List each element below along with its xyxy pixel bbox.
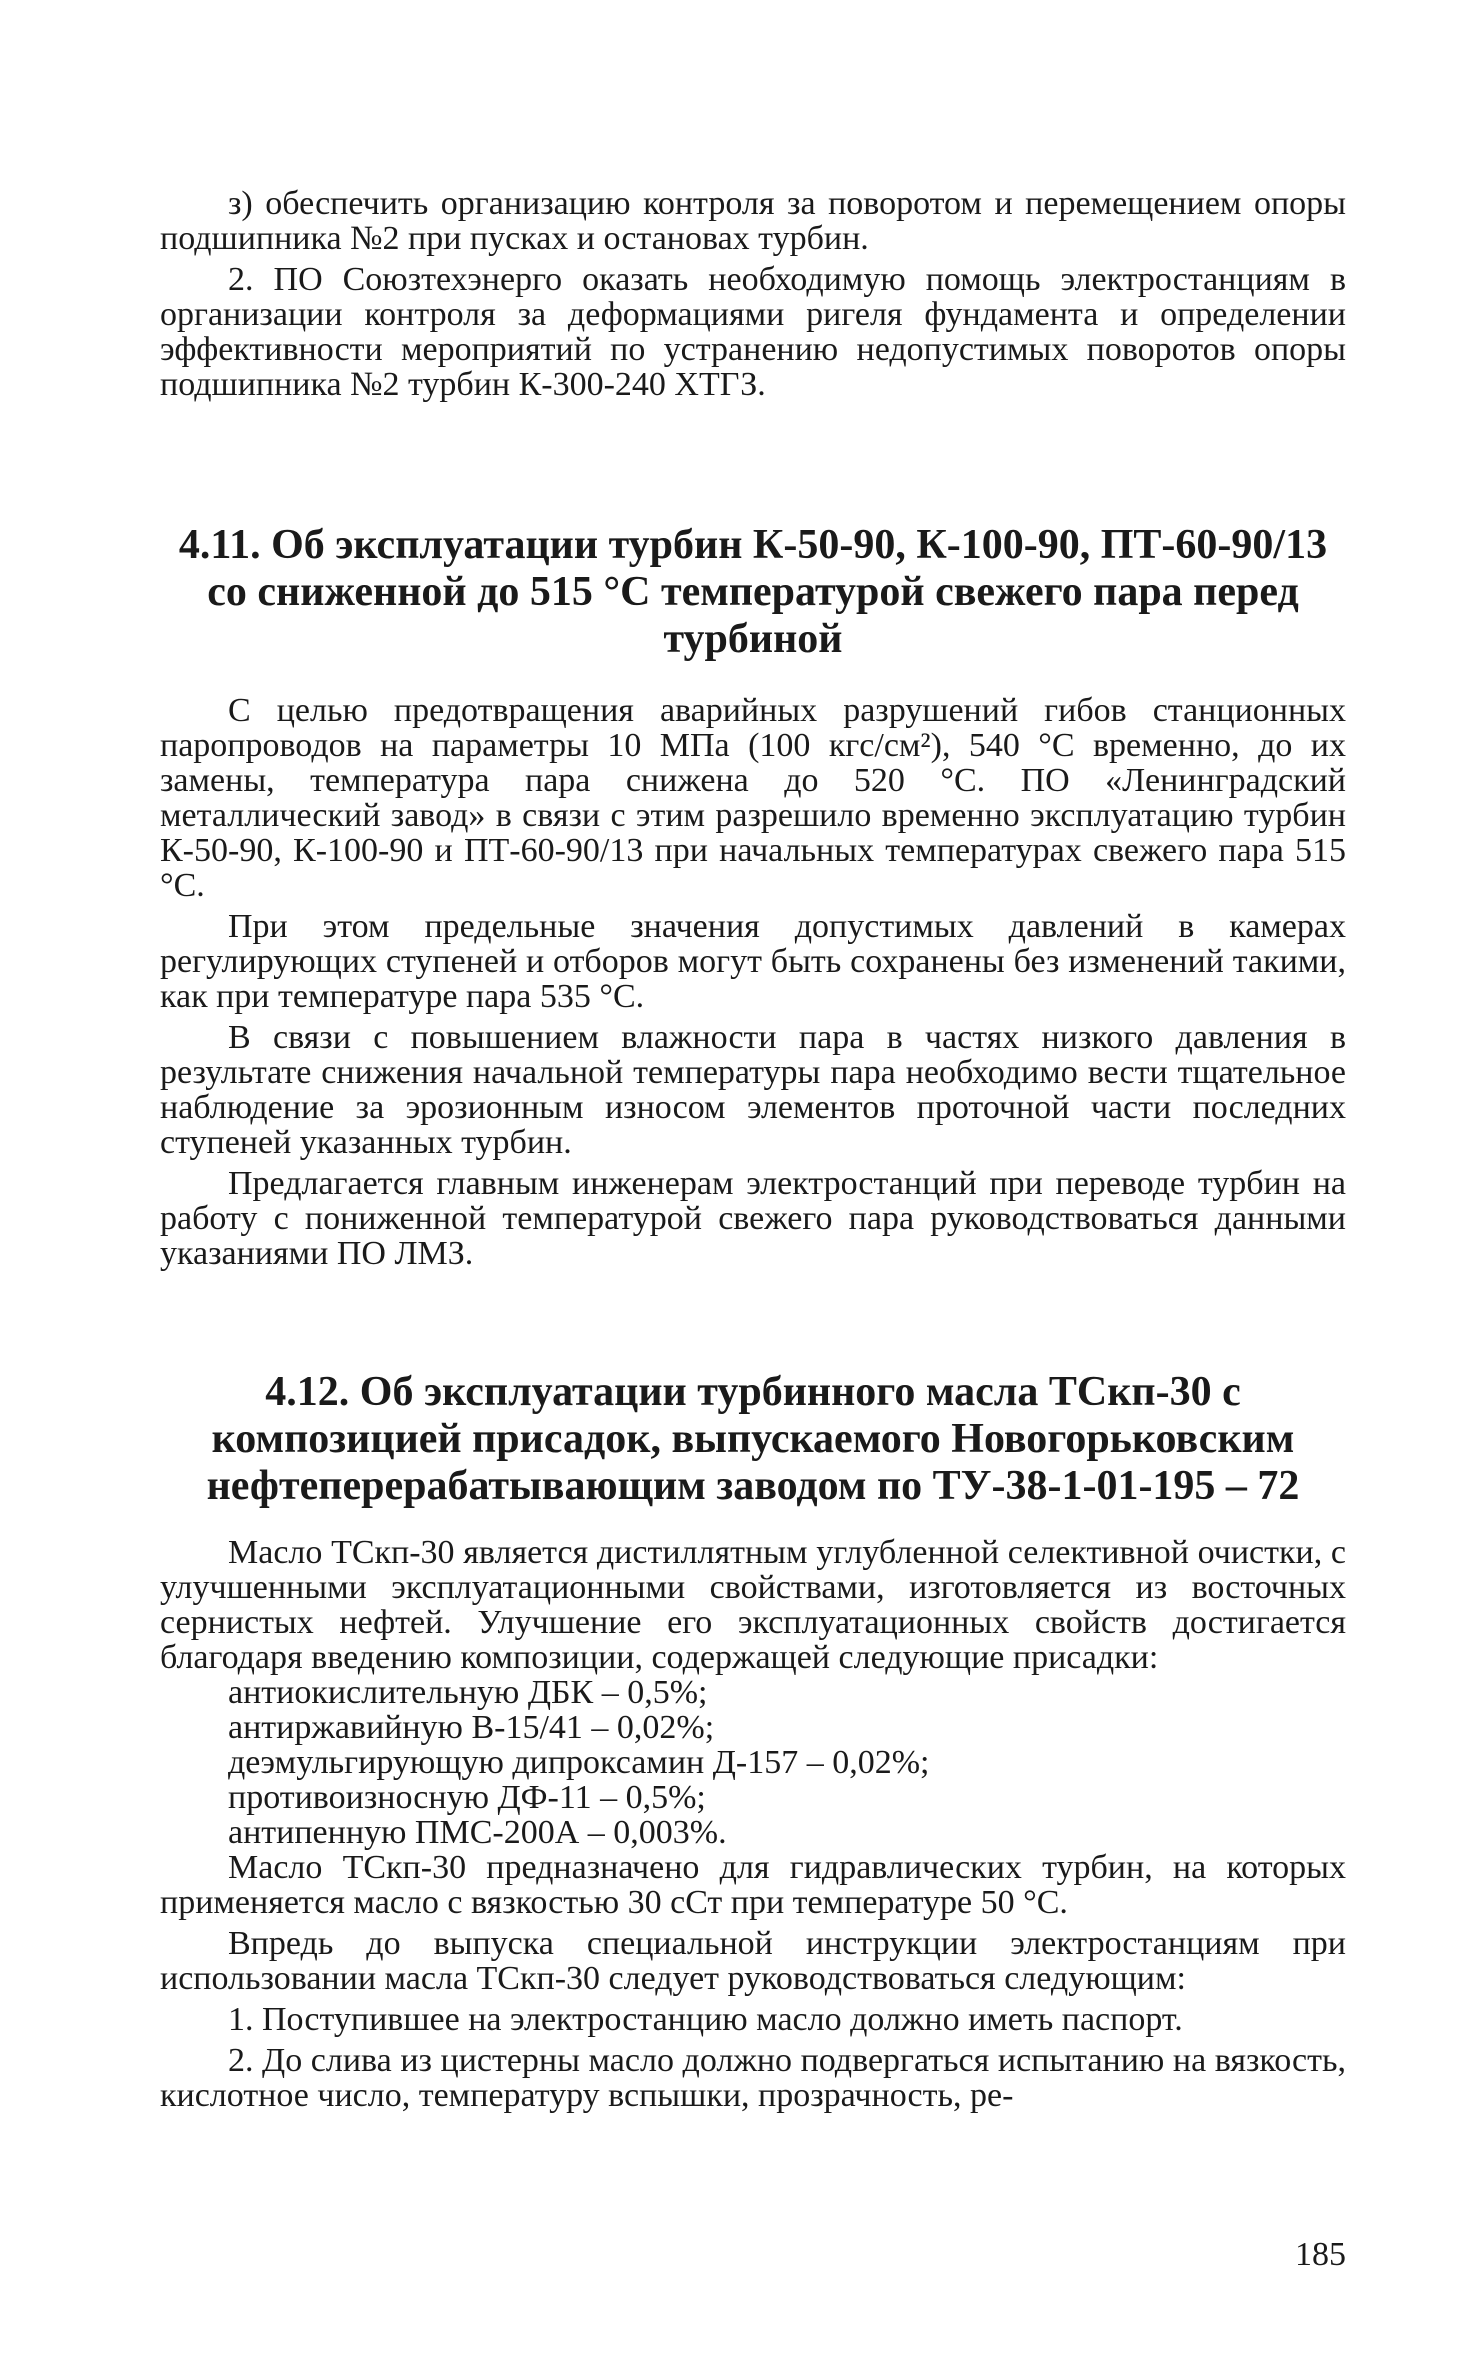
section-4-11-paragraph: Предлагается главным инженерам электростанций при переводе турбин на работу с пониженной температурой свежего пара руководствоваться данными указаниями ПО ЛМЗ.	[160, 1165, 1346, 1272]
section-4-12-paragraph: 2. До слива из цистерны масло должно подвергаться испытанию на вязкость, кислотное число, температуру вспышки, прозрачность, ре-	[160, 2042, 1346, 2114]
section-4-11-paragraph: В связи с повышением влажности пара в частях низкого давления в результате снижения начальной температуры пара необходимо вести тщательное наблюдение за эрозионным износом элементов проточной части последних ступеней указанных турбин.	[160, 1019, 1346, 1161]
section-4-12-body	[160, 1535, 1346, 2113]
intro-item-z: з) обеспечить организацию контроля за поворотом и перемещением опоры подшипника №2 при пусках и остановах турбин.	[160, 185, 1346, 257]
additive-item: антиокислительную ДБК – 0,5%;	[228, 1674, 708, 1711]
section-4-11-body	[160, 693, 1346, 1271]
additive-item: деэмульгирующую дипроксамин Д-157 – 0,02%;	[228, 1744, 930, 1781]
section-4-12-paragraph: Масло ТСкп-30 предназначено для гидравлических турбин, на которых применяется масло с вязкостью 30 сСт при температуре 50 °С.	[160, 1849, 1346, 1921]
section-4-11-paragraph: При этом предельные значения допустимых давлений в камерах регулирующих ступеней и отборов могут быть сохранены без изменений такими, как при температуре пара 535 °С.	[160, 908, 1346, 1015]
section-4-12-paragraph: Впредь до выпуска специальной инструкции электростанциям при использовании масла ТСкп-30 следует руководствоваться следующим:	[160, 1925, 1346, 1997]
additive-item: противоизносную ДФ-11 – 0,5%;	[228, 1779, 706, 1816]
section-4-12-paragraph: 1. Поступившее на электростанцию масло должно иметь паспорт.	[228, 2001, 1183, 2038]
section-4-11-heading: 4.11. Об эксплуатации турбин К-50-90, К-100-90, ПТ-60-90/13 со сниженной до 515 °С температурой свежего пара перед турбиной	[178, 522, 1328, 662]
intro-block	[160, 186, 1346, 402]
section-4-11-paragraph: С целью предотвращения аварийных разрушений гибов станционных паропроводов на параметры 10 МПа (100 кгс/см²), 540 °С временно, до их замены, температура пара снижена до 520 °С. ПО «Ленинградский металлический завод» в связи с этим разрешило временно эксплуатацию турбин К-50-90, К-100-90 и ПТ-60-90/13 при начальных температурах свежего пара 515 °С.	[160, 692, 1346, 904]
section-4-12-heading: 4.12. Об эксплуатации турбинного масла ТСкп-30 с композицией присадок, выпускаемого Новогорьковским нефтеперерабатывающим заводом по ТУ-38-1-01-195 – 72	[206, 1369, 1300, 1509]
additives-list	[228, 1675, 1346, 1850]
page-number: 185	[1295, 2236, 1346, 2273]
additive-item: антипенную ПМС-200А – 0,003%.	[228, 1814, 727, 1851]
additive-item: антиржавийную В-15/41 – 0,02%;	[228, 1709, 715, 1746]
section-4-12	[160, 1369, 1346, 1510]
intro-item-2: 2. ПО Союзтехэнерго оказать необходимую помощь электростанциям в организации контроля за деформациями ригеля фундамента и определении эффективности мероприятий по устранению недопустимых поворотов опоры подшипника №2 турбин К-300-240 ХТГЗ.	[160, 261, 1346, 403]
section-4-11	[160, 522, 1346, 663]
section-4-12-intro: Масло ТСкп-30 является дистиллятным углубленной селективной очистки, с улучшенными эксплуатационными свойствами, изготовляется из восточных сернистых нефтей. Улучшение его эксплуатационных свойств достигается благодаря введению композиции, содержащей следующие присадки:	[160, 1534, 1346, 1676]
